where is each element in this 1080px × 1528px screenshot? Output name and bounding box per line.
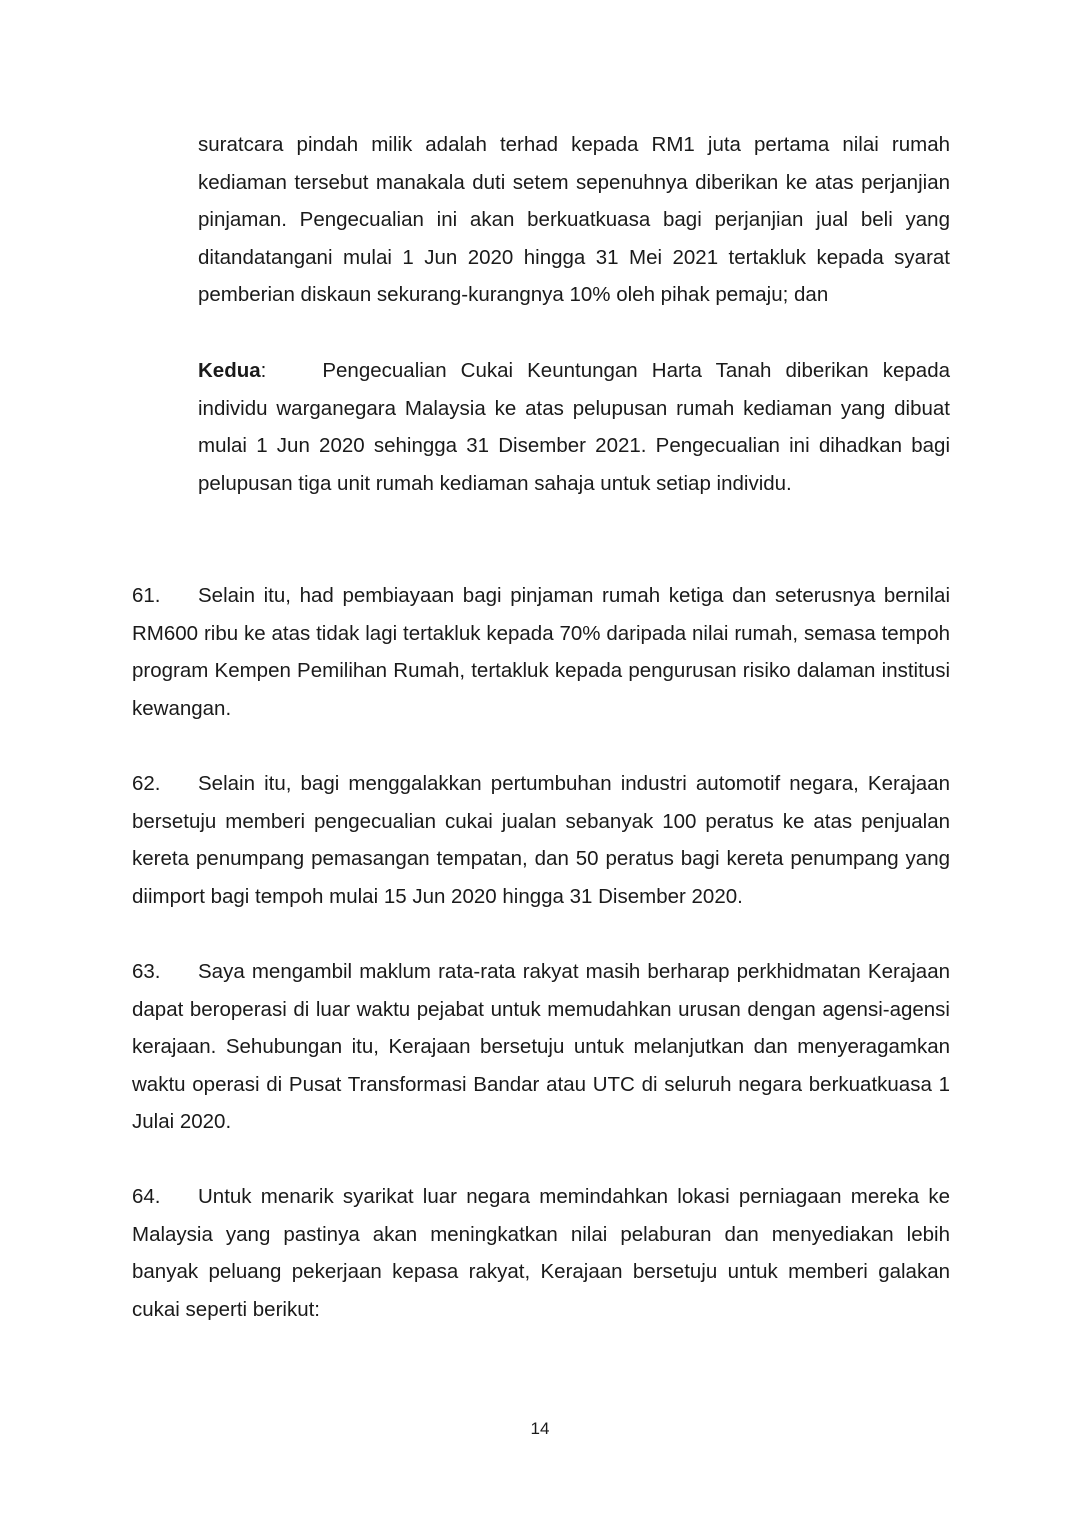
paragraph-text: Selain itu, bagi menggalakkan pertumbuhan industri automotif negara, Kerajaan bersetuju memberi pengecualian cukai jualan sebanyak 100 peratus ke atas penjualan kereta penumpang pemasangan tempatan, dan 50 peratus bagi kereta penumpang yang diimport bagi tempoh mulai 15 Jun 2020 hingga 31 Disember 2020. (132, 772, 950, 908)
paragraph-number: 63. (132, 960, 161, 983)
lead-paragraph: suratcara pindah milik adalah terhad kepada RM1 juta pertama nilai rumah kediaman tersebut manakala duti setem sepenuhnya diberikan ke atas perjanjian pinjaman. Pengecualian ini akan berkuatkuasa bagi perjanjian jual beli yang ditandatangani mulai 1 Jun 2020 hingga 31 Mei 2021 tertakluk kepada syarat pemberian diskaun sekurang-kurangnya 10% oleh pihak pemaju; dan (198, 133, 950, 307)
kedua-colon: : (260, 359, 267, 382)
page-number: 14 (530, 1419, 550, 1438)
paragraph-63 (132, 953, 950, 1141)
paragraph-number: 62. (132, 772, 161, 795)
paragraph-text: Untuk menarik syarikat luar negara memindahkan lokasi perniagaan mereka ke Malaysia yang pastinya akan meningkatkan nilai pelaburan dan menyediakan lebih banyak peluang pekerjaan kepasa rakyat, Kerajaan bersetuju untuk memberi galakan cukai seperti berikut: (132, 1185, 950, 1321)
kedua-label: Kedua (198, 359, 261, 382)
paragraph-61 (132, 577, 950, 727)
paragraph-text: Selain itu, had pembiayaan bagi pinjaman rumah ketiga dan seterusnya bernilai RM600 ribu ke atas tidak lagi tertakluk kepada 70% daripada nilai rumah, semasa tempoh program Kempen Pemilihan Rumah, tertakluk kepada pengurusan risiko dalaman institusi kewangan. (132, 584, 950, 720)
paragraph-number: 61. (132, 584, 161, 607)
paragraph-64 (132, 1178, 950, 1328)
kedua-paragraph (198, 352, 950, 502)
paragraph-62 (132, 765, 950, 915)
paragraph-number: 64. (132, 1185, 161, 1208)
paragraph-text: Saya mengambil maklum rata-rata rakyat masih berharap perkhidmatan Kerajaan dapat beroperasi di luar waktu pejabat untuk memudahkan urusan dengan agensi-agensi kerajaan. Sehubungan itu, Kerajaan bersetuju untuk melanjutkan dan menyeragamkan waktu operasi di Pusat Transformasi Bandar atau UTC di seluruh negara berkuatkuasa 1 Julai 2020. (132, 960, 950, 1134)
kedua-text: Pengecualian Cukai Keuntungan Harta Tanah diberikan kepada individu warganegara Malaysia ke atas pelupusan rumah kediaman yang dibuat mulai 1 Jun 2020 sehingga 31 Disember 2021. Pengecualian ini dihadkan bagi pelupusan tiga unit rumah kediaman sahaja untuk setiap individu. (198, 359, 950, 495)
